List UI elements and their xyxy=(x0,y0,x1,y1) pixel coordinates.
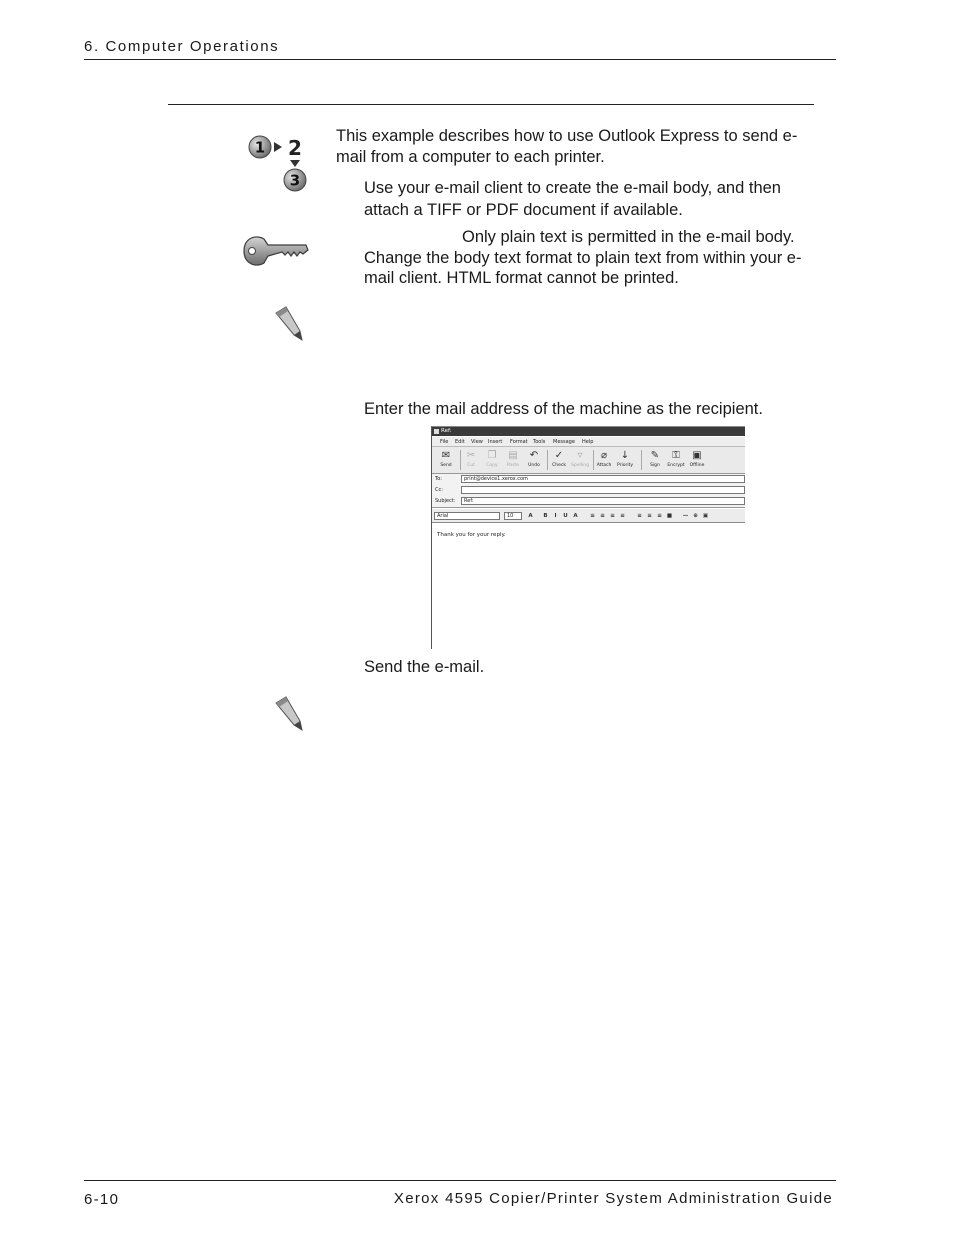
encrypt-icon: ⚿ xyxy=(672,450,680,461)
compose-menu-bar xyxy=(432,437,745,447)
paste-icon: ▤ xyxy=(508,450,518,461)
font-color-button[interactable]: A xyxy=(528,513,533,519)
menu-help[interactable]: Help xyxy=(582,439,594,445)
to-label[interactable]: To: xyxy=(435,476,442,482)
send-button[interactable]: ✉ Send xyxy=(435,449,457,471)
page-number: 6-10 xyxy=(84,1191,120,1208)
align-center-button[interactable]: ≡ xyxy=(647,513,652,519)
spelling-icon: ▿ xyxy=(577,450,583,461)
bullets-button[interactable]: ≡ xyxy=(600,513,605,519)
cc-row xyxy=(432,486,745,496)
priority-button[interactable]: ↓ Priority xyxy=(614,449,636,471)
subject-field[interactable]: Ref: xyxy=(461,497,745,505)
menu-message[interactable]: Message xyxy=(553,439,575,445)
numbering-button[interactable]: ≡ xyxy=(590,513,595,519)
important-note xyxy=(364,227,822,289)
step-3-text: Send the e-mail. xyxy=(364,658,485,676)
header-rule xyxy=(84,59,836,60)
message-body-area[interactable] xyxy=(432,523,745,649)
key-icon xyxy=(240,230,310,272)
attach-icon: ⌀ xyxy=(600,450,608,461)
underline-button[interactable]: U xyxy=(563,513,568,519)
message-body-text: Thank you for your reply. xyxy=(437,532,506,538)
running-header: 6. Computer Operations xyxy=(84,38,280,55)
step-1-text: Use your e-mail client to create the e-mail body, and then attach a TIFF or PDF document if available. xyxy=(364,179,781,219)
note-pencil-icon xyxy=(272,305,308,343)
picture-button[interactable]: ▣ xyxy=(702,513,709,519)
step-2-text: Enter the mail address of the machine as the recipient. xyxy=(364,400,763,418)
align-right-button[interactable]: ≡ xyxy=(657,513,662,519)
cc-field[interactable] xyxy=(461,486,745,494)
font-size-select[interactable]: 10 xyxy=(504,512,522,520)
offline-icon: ▣ xyxy=(692,450,702,461)
subject-label: Subject: xyxy=(435,498,456,504)
menu-format[interactable]: Format xyxy=(510,439,528,445)
menu-view[interactable]: View xyxy=(471,439,483,445)
sign-icon: ✎ xyxy=(650,450,660,461)
priority-icon: ↓ xyxy=(620,450,630,461)
svg-text:1: 1 xyxy=(254,138,266,157)
color-button[interactable]: A xyxy=(573,513,578,519)
window-icon xyxy=(434,429,439,434)
to-row xyxy=(432,475,745,485)
formatting-toolbar xyxy=(432,509,745,523)
intro-paragraph: This example describes how to use Outlook Express to send e-mail from a computer to each printer. xyxy=(336,127,798,166)
increase-indent-button[interactable]: ≡ xyxy=(620,513,625,519)
compose-toolbar xyxy=(432,447,745,474)
to-field[interactable]: print@device1.xerox.com xyxy=(461,475,745,483)
menu-file[interactable]: File xyxy=(440,439,449,445)
decrease-indent-button[interactable]: ≡ xyxy=(610,513,615,519)
menu-tools[interactable]: Tools xyxy=(533,439,546,445)
spelling-button[interactable]: ▿ Spelling xyxy=(569,449,591,471)
section-rule xyxy=(168,104,814,105)
bold-button[interactable]: B xyxy=(543,513,548,519)
send-icon: ✉ xyxy=(441,450,451,461)
compose-title-bar xyxy=(432,427,745,436)
align-left-button[interactable]: ≡ xyxy=(637,513,642,519)
hyperlink-button[interactable]: ⊕ xyxy=(693,513,698,519)
svg-text:2: 2 xyxy=(288,136,302,160)
cut-button[interactable]: ✂ Cut xyxy=(460,449,482,471)
cut-icon: ✂ xyxy=(466,450,476,461)
justify-button[interactable]: ■ xyxy=(666,513,673,519)
outlook-express-compose-window xyxy=(431,426,745,649)
toolbar-separator xyxy=(641,450,642,470)
undo-button[interactable]: ↶ Undo xyxy=(523,449,545,471)
footer-rule xyxy=(84,1180,836,1181)
subject-row xyxy=(432,497,745,507)
svg-text:3: 3 xyxy=(289,171,301,190)
important-note-text: Only plain text is permitted in the e-mail body. Change the body text format to plain text from within your e-mail client. HTML format cannot be printed. xyxy=(364,228,802,287)
undo-icon: ↶ xyxy=(529,450,539,461)
font-name-select[interactable]: Arial xyxy=(434,512,500,520)
horizontal-line-button[interactable]: — xyxy=(682,513,689,519)
menu-insert[interactable]: Insert xyxy=(488,439,503,445)
sign-button[interactable]: ✎ Sign xyxy=(644,449,666,471)
numbered-steps-icon xyxy=(247,130,311,194)
offline-button[interactable]: ▣ Offline xyxy=(686,449,708,471)
compose-window-title: Ref: xyxy=(441,428,452,434)
check-names-icon: ✓ xyxy=(554,450,564,461)
paste-button[interactable]: ▤ Paste xyxy=(502,449,524,471)
italic-button[interactable]: I xyxy=(554,513,557,519)
encrypt-button[interactable]: ⚿ Encrypt xyxy=(665,449,687,471)
copy-icon: ❐ xyxy=(487,450,497,461)
menu-edit[interactable]: Edit xyxy=(455,439,465,445)
copy-button[interactable]: ❐ Copy xyxy=(481,449,503,471)
cc-label[interactable]: Cc: xyxy=(435,487,443,493)
note-pencil-icon xyxy=(272,695,308,733)
attach-button[interactable]: ⌀ Attach xyxy=(593,449,615,471)
book-title: Xerox 4595 Copier/Printer System Administration Guide xyxy=(393,1190,833,1207)
check-names-button[interactable]: ✓ Check xyxy=(548,449,570,471)
message-header-fields xyxy=(432,474,745,508)
